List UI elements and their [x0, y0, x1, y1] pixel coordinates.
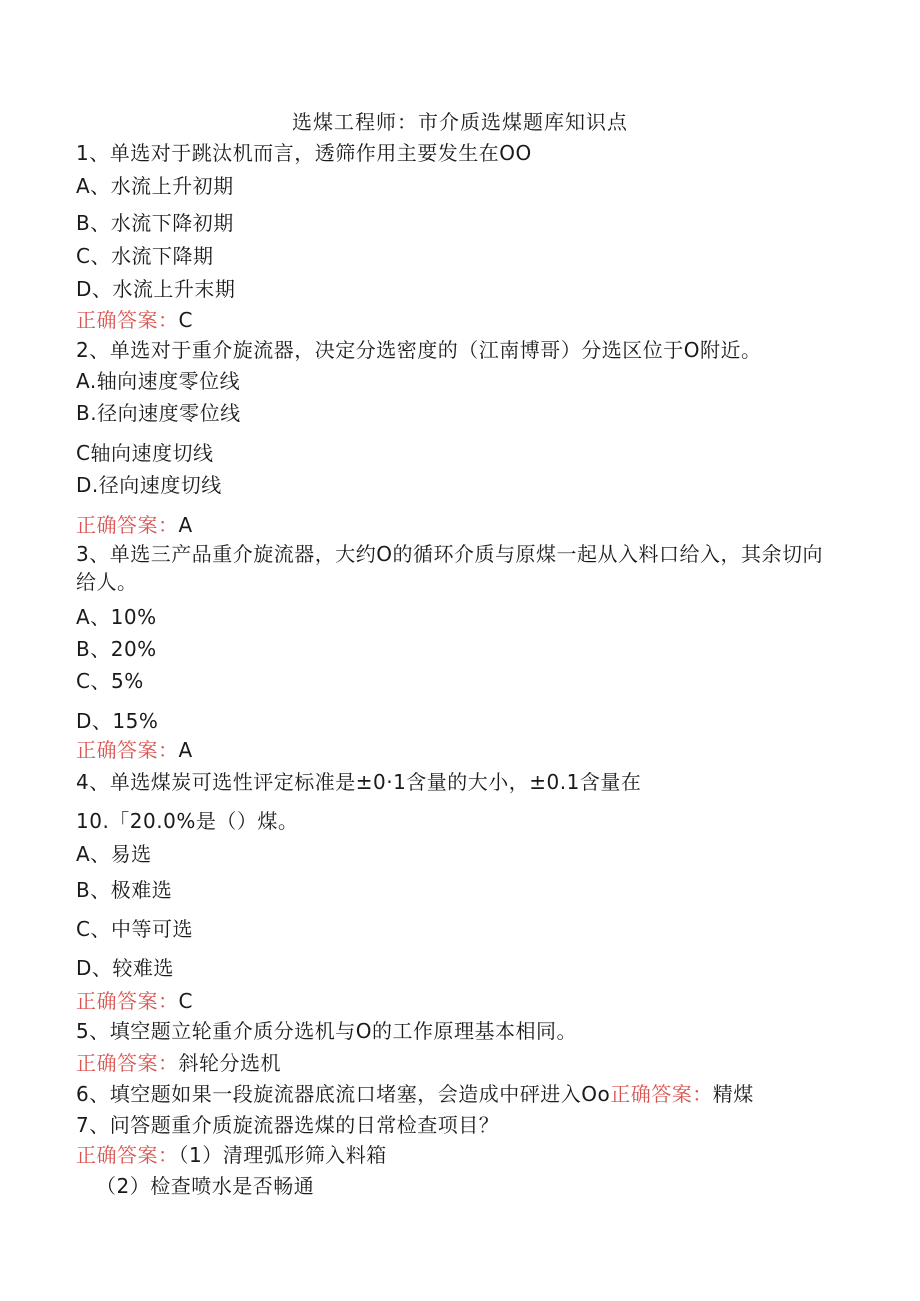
question-1-option-d: D、水流上升末期: [76, 277, 236, 301]
question-2-answer: [76, 511, 193, 539]
question-2-option-a: A.轴向速度零位线: [76, 369, 241, 393]
answer-value: 精煤: [712, 1082, 754, 1106]
answer-label: 正确答案：: [76, 308, 179, 332]
question-3-answer: [76, 736, 193, 764]
answer-value: 斜轮分选机: [178, 1051, 281, 1075]
question-1-answer: [76, 306, 193, 334]
answer-label: 正确答案：: [610, 1082, 713, 1106]
question-1-option-c: C、水流下降期: [76, 244, 214, 268]
answer-value: A: [178, 513, 193, 537]
question-2-option-b: B.径向速度零位线: [76, 401, 241, 425]
question-7-answer-continued: （2）检查喷水是否畅通: [96, 1174, 315, 1198]
question-1-option-a: A、水流上升初期: [76, 174, 234, 198]
question-4-option-b: B、极难选: [76, 878, 173, 902]
answer-label: 正确答案：: [76, 513, 179, 537]
question-7-stem: 7、问答题重介质旋流器选煤的日常检查项目？: [76, 1113, 500, 1137]
question-7-answer: [76, 1141, 387, 1169]
answer-value: C: [178, 308, 193, 332]
question-4-option-d: D、较难选: [76, 956, 174, 980]
answer-label: 正确答案：: [76, 1051, 179, 1075]
answer-label: 正确答案：: [76, 1143, 179, 1167]
question-4-option-c: C、中等可选: [76, 917, 193, 941]
question-4-stem-line-2: 10.「20.0%是（）煤。: [76, 809, 299, 833]
question-6-stem: 6、填空题如果一段旋流器底流口堵塞，会造成中砰进入Oo: [76, 1082, 611, 1106]
answer-value: A: [178, 738, 193, 762]
document-title: 选煤工程师：市介质选煤题库知识点: [292, 110, 628, 134]
question-2-option-d: D.径向速度切线: [76, 473, 222, 497]
question-4-option-a: A、易选: [76, 842, 152, 866]
question-1-stem: 1、单选对于跳汰机而言，透筛作用主要发生在OO: [76, 141, 532, 165]
question-4-stem-line-1: 4、单选煤炭可选性评定标准是±0·1含量的大小，±0.1含量在: [76, 770, 642, 794]
question-4-answer: [76, 987, 193, 1015]
question-3-option-c: C、5%: [76, 669, 144, 693]
question-2-option-c: C轴向速度切线: [76, 441, 214, 465]
answer-value: （1）清理弧形筛入料箱: [178, 1143, 387, 1167]
question-6-line: [76, 1080, 754, 1108]
question-5-answer: [76, 1049, 281, 1077]
question-3-option-a: A、10%: [76, 605, 157, 629]
question-5-stem: 5、填空题立轮重介质分选机与O的工作原理基本相同。: [76, 1019, 577, 1043]
answer-label: 正确答案：: [76, 989, 179, 1013]
answer-value: C: [178, 989, 193, 1013]
answer-label: 正确答案：: [76, 738, 179, 762]
question-1-option-b: B、水流下降初期: [76, 211, 234, 235]
question-3-option-d: D、15%: [76, 709, 159, 733]
question-2-stem: 2、单选对于重介旋流器，决定分选密度的（江南博哥）分选区位于O附近。: [76, 338, 762, 362]
question-3-stem: 3、单选三产品重介旋流器，大约O的循环介质与原煤一起从入料口给入，其余切向给人。: [76, 542, 823, 594]
question-3-option-b: B、20%: [76, 637, 157, 661]
